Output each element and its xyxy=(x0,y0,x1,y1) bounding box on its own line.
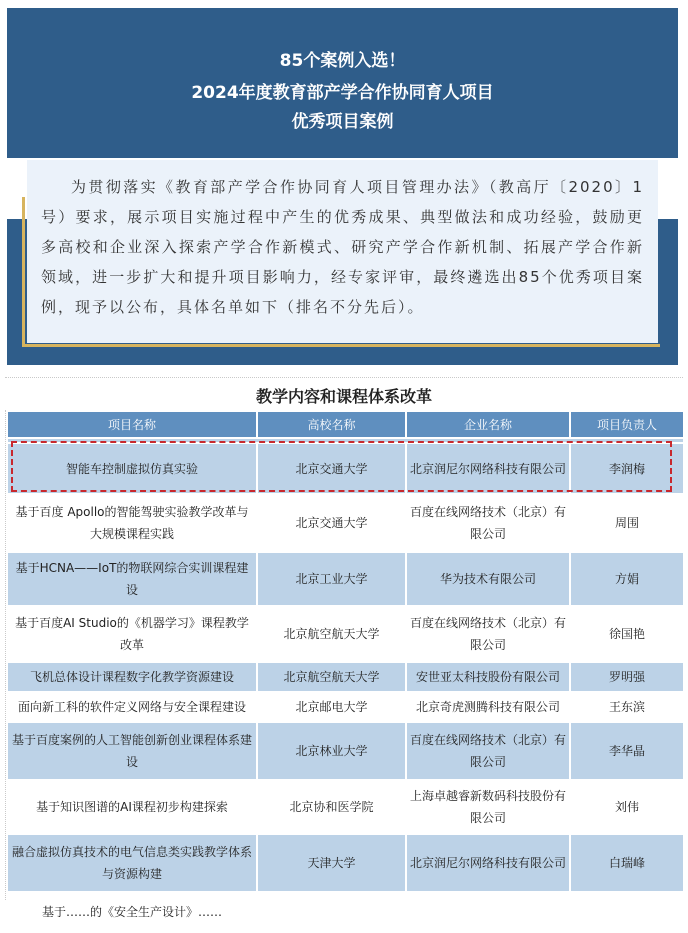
cell-project-name: 飞机总体设计课程数字化教学资源建设 xyxy=(7,662,257,692)
header-university: 高校名称 xyxy=(257,411,406,438)
cell-company: 百度在线网络技术（北京）有限公司 xyxy=(406,722,570,780)
cell-university: 天津大学 xyxy=(257,834,406,892)
cell-company: 安世亚太科技股份有限公司 xyxy=(406,662,570,692)
banner-headline: 85个案例入选！ xyxy=(279,51,406,71)
cell-leader: 方娟 xyxy=(570,552,684,606)
cell-university: 北京交通大学 xyxy=(257,443,406,494)
cell-company: 百度在线网络技术（北京）有限公司 xyxy=(406,606,570,662)
table-row xyxy=(7,662,684,692)
cell-company: 上海卓越睿新数码科技股份有限公司 xyxy=(406,780,570,834)
banner-subtitle-2: 优秀项目案例 xyxy=(291,112,394,132)
cell-company xyxy=(406,892,570,932)
cell-project-name: 基于百度案例的人工智能创新创业课程体系建设 xyxy=(7,722,257,780)
cell-project-name: 基于HCNA——IoT的物联网综合实训课程建设 xyxy=(7,552,257,606)
header-project-name: 项目名称 xyxy=(7,411,257,438)
cell-university xyxy=(257,892,406,932)
case-table-container xyxy=(5,410,683,919)
cell-university: 北京协和医学院 xyxy=(257,780,406,834)
table-row xyxy=(7,780,684,834)
gold-frame-left xyxy=(22,197,25,347)
cell-project-name: 基于知识图谱的AI课程初步构建探索 xyxy=(7,780,257,834)
cell-project-name: 基于百度AI Studio的《机器学习》课程教学改革 xyxy=(7,606,257,662)
cell-leader: 周围 xyxy=(570,494,684,552)
cell-company: 北京润尼尔网络科技有限公司 xyxy=(406,443,570,494)
section-title: 教学内容和课程体系改革 xyxy=(255,387,432,406)
cell-project-name: 基于……的《安全生产设计》…… xyxy=(7,892,257,932)
cell-project-name: 智能车控制虚拟仿真实验 xyxy=(7,443,257,494)
table-row xyxy=(7,892,684,932)
header-leader: 项目负责人 xyxy=(570,411,684,438)
cell-leader: 罗明强 xyxy=(570,662,684,692)
cell-leader xyxy=(570,892,684,932)
intro-paragraph: 为贯彻落实《教育部产学合作协同育人项目管理办法》（教高厅〔2020〕1号）要求，展示项目实施过程中产生的优秀成果、典型做法和成功经验，鼓励更多高校和企业深入探索产学合作新模式、研究产学合作新机制、拓展产学合作新领域，进一步扩大和提升项目影响力，经专家评审，最终遴选出85个优秀项目案例，现予以公布，具体名单如下（排名不分先后）。 xyxy=(27,160,658,343)
table-row xyxy=(7,692,684,722)
header-banner xyxy=(7,8,678,158)
cell-project-name: 融合虚拟仿真技术的电气信息类实践教学体系与资源构建 xyxy=(7,834,257,892)
cell-university: 北京航空航天大学 xyxy=(257,662,406,692)
section-divider xyxy=(5,377,683,378)
cell-university: 北京邮电大学 xyxy=(257,692,406,722)
cell-project-name: 面向新工科的软件定义网络与安全课程建设 xyxy=(7,692,257,722)
cell-company: 百度在线网络技术（北京）有限公司 xyxy=(406,494,570,552)
cell-leader: 王东滨 xyxy=(570,692,684,722)
header-company: 企业名称 xyxy=(406,411,570,438)
table-row xyxy=(7,443,684,494)
table-row xyxy=(7,552,684,606)
cell-university: 北京航空航天大学 xyxy=(257,606,406,662)
cell-project-name: 基于百度 Apollo的智能驾驶实验教学改革与大规模课程实践 xyxy=(7,494,257,552)
table-row xyxy=(7,494,684,552)
table-row xyxy=(7,834,684,892)
table-row xyxy=(7,606,684,662)
cell-university: 北京林业大学 xyxy=(257,722,406,780)
cell-company: 北京奇虎测腾科技有限公司 xyxy=(406,692,570,722)
cell-company: 华为技术有限公司 xyxy=(406,552,570,606)
cell-university: 北京工业大学 xyxy=(257,552,406,606)
case-table xyxy=(6,410,685,933)
table-row xyxy=(7,722,684,780)
gold-frame-bottom xyxy=(22,344,660,347)
cell-leader: 李润梅 xyxy=(570,443,684,494)
cell-company: 北京润尼尔网络科技有限公司 xyxy=(406,834,570,892)
banner-subtitle: 2024年度教育部产学合作协同育人项目 xyxy=(191,83,494,103)
cell-leader: 白瑞峰 xyxy=(570,834,684,892)
cell-leader: 徐国艳 xyxy=(570,606,684,662)
cell-leader: 刘伟 xyxy=(570,780,684,834)
cell-university: 北京交通大学 xyxy=(257,494,406,552)
cell-leader: 李华晶 xyxy=(570,722,684,780)
table-header-row xyxy=(7,411,684,438)
